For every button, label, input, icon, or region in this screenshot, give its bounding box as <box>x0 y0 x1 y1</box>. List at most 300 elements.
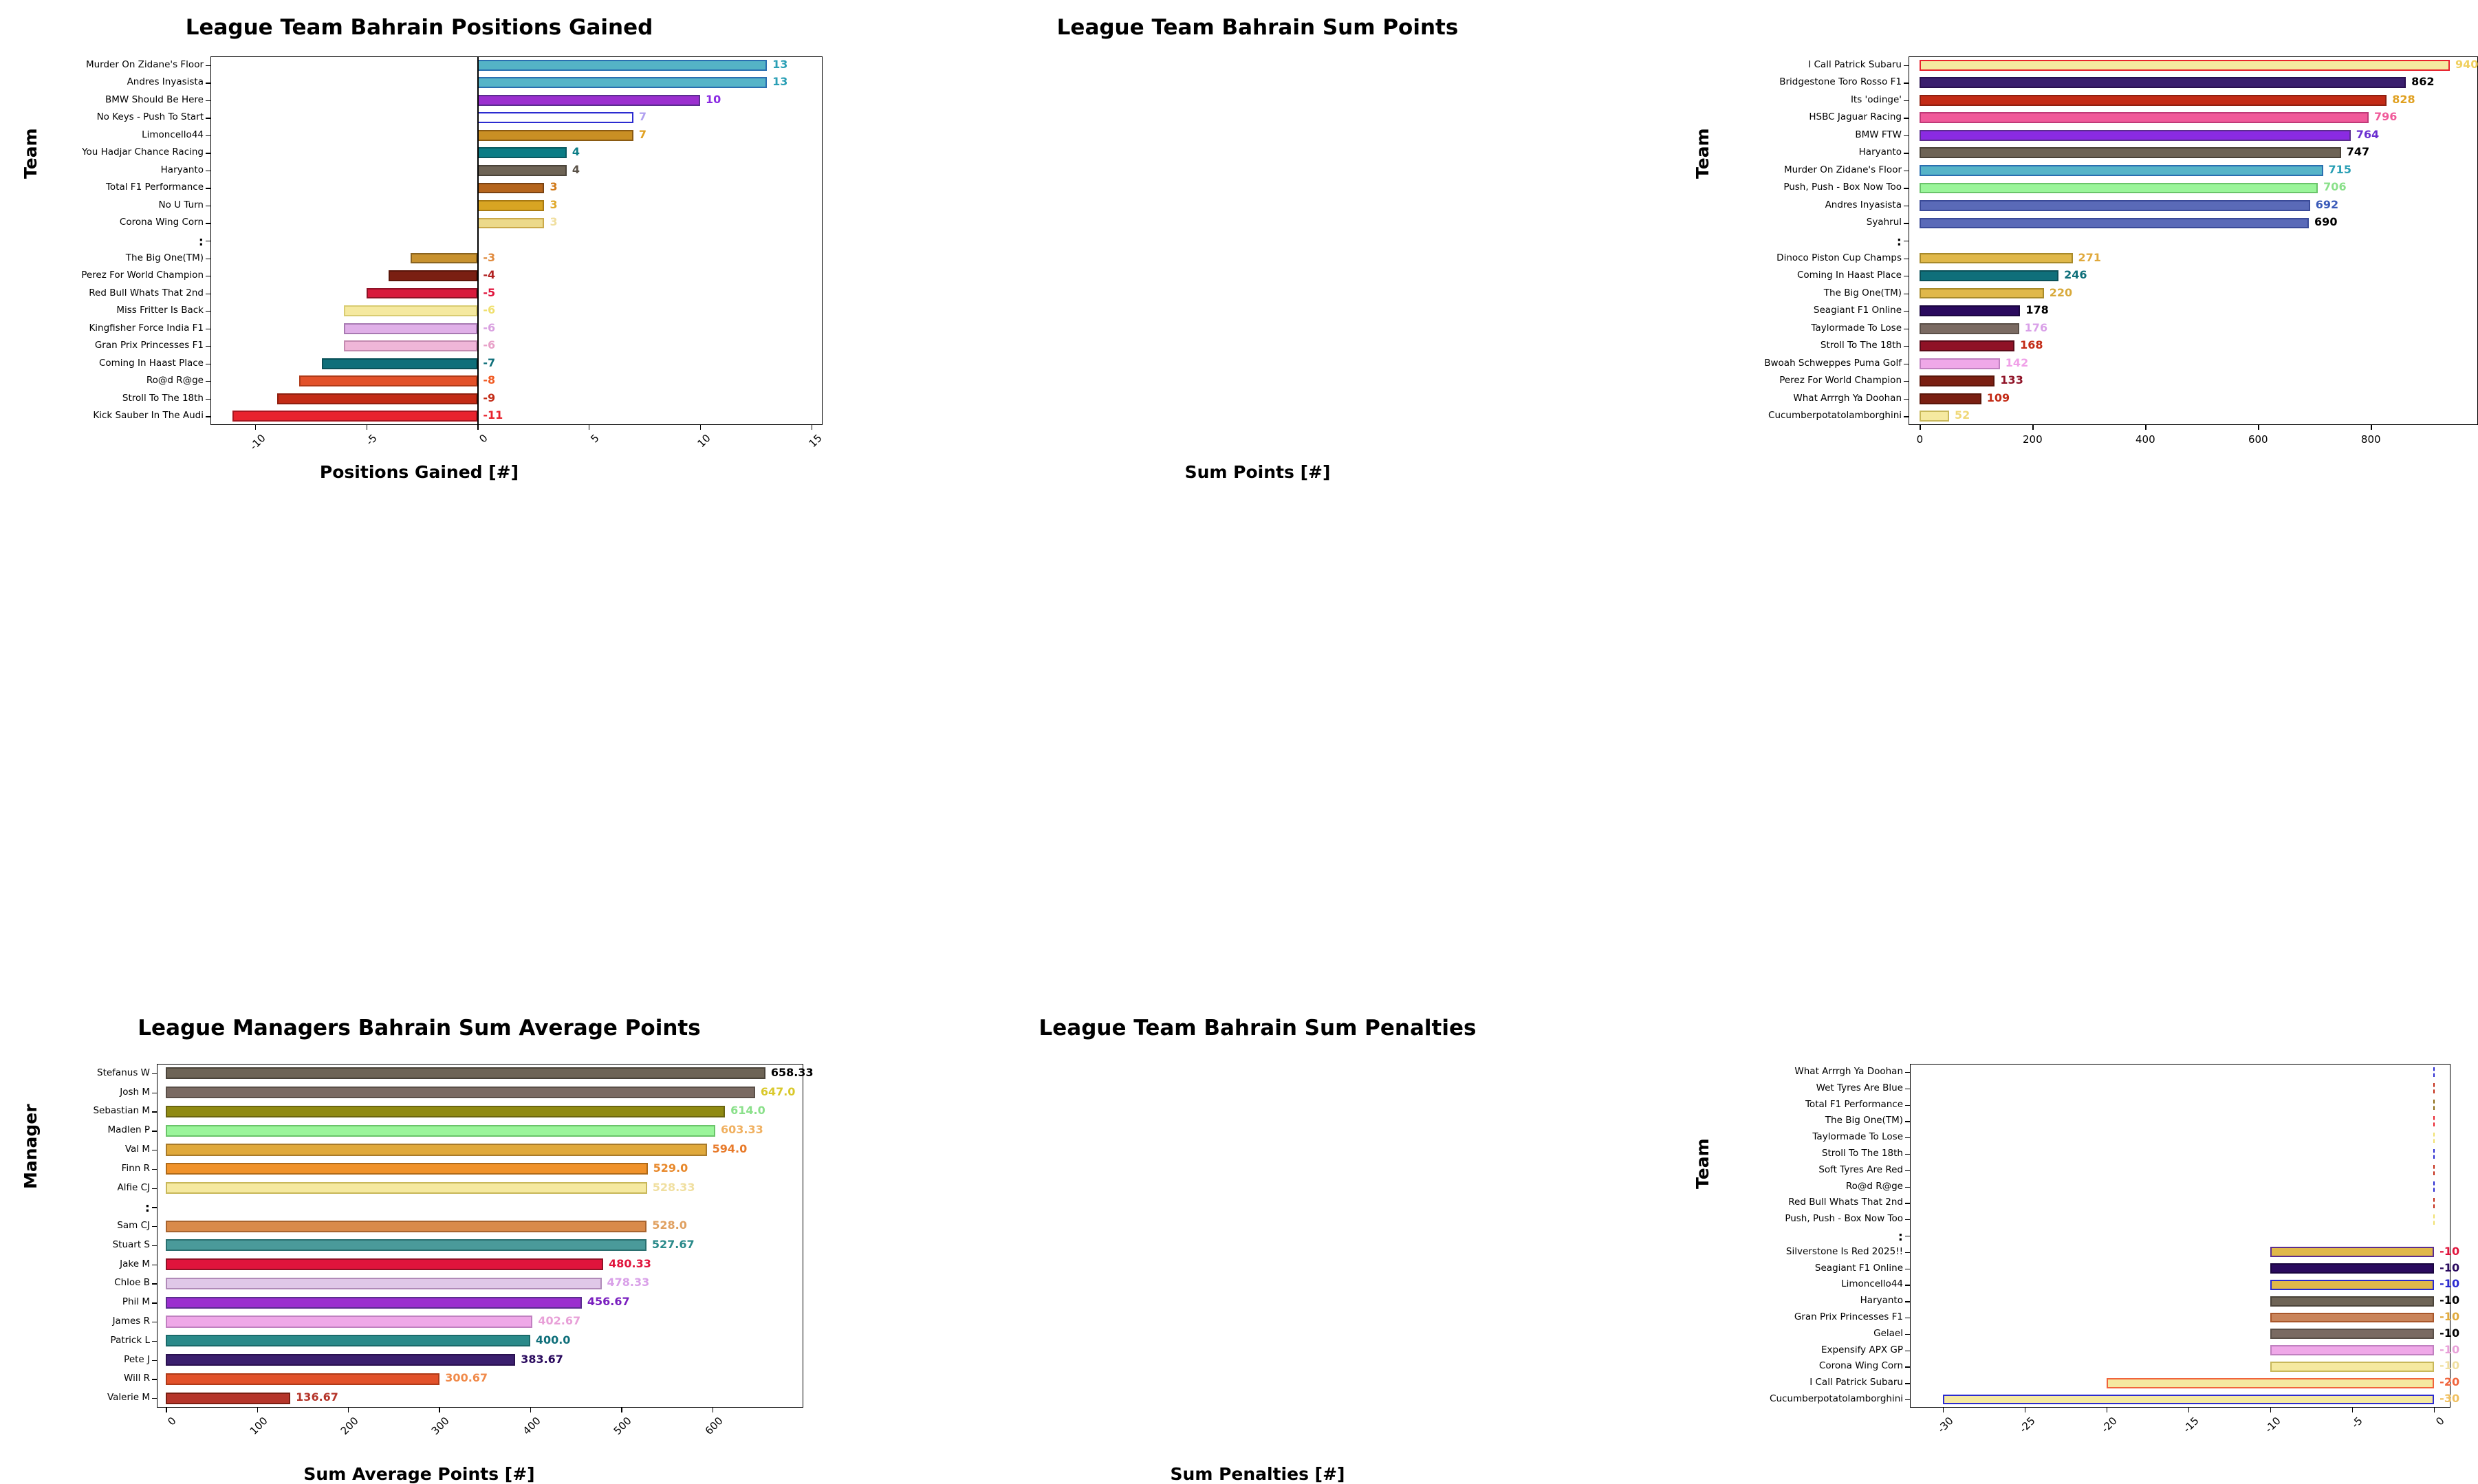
bar-value-label: 7 <box>638 110 647 124</box>
y-tick-mark <box>1905 1252 1910 1253</box>
y-tick-mark <box>152 1283 157 1284</box>
x-tick-label: -15 <box>2180 1415 2202 1436</box>
y-tick-label: The Big One(TM) <box>125 252 204 263</box>
y-tick-label: Soft Tyres Are Red <box>1818 1164 1903 1175</box>
x-tick-mark <box>2270 1408 2271 1412</box>
bar <box>322 358 478 369</box>
y-tick-label: : <box>1896 234 1902 249</box>
y-tick-label: Valerie M <box>107 1392 150 1404</box>
y-tick-label: Murder On Zidane's Floor <box>1783 164 1902 175</box>
y-tick-label: Seagiant F1 Online <box>1814 1262 1903 1274</box>
y-tick-mark <box>1905 1121 1910 1122</box>
y-tick-label: : <box>144 1201 150 1216</box>
bar <box>2433 1214 2435 1225</box>
bar <box>1920 393 1981 404</box>
y-tick-mark <box>1904 346 1909 347</box>
bar-value-label: 658.33 <box>770 1065 814 1079</box>
y-tick-label: Bwoah Schweppes Puma Golf <box>1764 357 1902 369</box>
y-tick-mark <box>1904 135 1909 136</box>
bar <box>2270 1345 2434 1355</box>
y-tick-label: Josh M <box>120 1086 150 1098</box>
y-tick-mark <box>1904 399 1909 400</box>
y-tick-mark <box>1904 311 1909 312</box>
bar-value-label: 3 <box>550 180 558 194</box>
bar-value-label: 4 <box>572 145 580 159</box>
x-tick-label: -25 <box>2017 1415 2038 1436</box>
bar-value-label: 168 <box>2020 338 2043 352</box>
bar <box>232 411 477 422</box>
y-tick-label: Seagiant F1 Online <box>1813 305 1902 316</box>
bar-value-label: 527.67 <box>651 1237 695 1251</box>
y-tick-mark <box>206 135 210 136</box>
bar-value-label: -10 <box>2439 1310 2460 1324</box>
bar <box>1920 77 2406 88</box>
y-tick-mark <box>152 1111 157 1112</box>
y-tick-label: HSBC Jaguar Racing <box>1809 111 1902 123</box>
bar-value-label: 614.0 <box>730 1104 765 1117</box>
y-tick-mark <box>1905 1137 1910 1138</box>
bar-value-label: -7 <box>483 356 496 369</box>
y-tick-mark <box>1904 65 1909 66</box>
y-tick-label: James R <box>112 1316 150 1327</box>
y-tick-label: Bridgestone Toro Rosso F1 <box>1779 76 1902 88</box>
y-tick-label: Gelael <box>1873 1327 1903 1339</box>
y-tick-mark <box>152 1245 157 1246</box>
bar <box>166 1106 725 1117</box>
x-tick-mark <box>1943 1408 1944 1412</box>
y-tick-label: Gran Prix Princesses F1 <box>1794 1311 1903 1323</box>
y-tick-label: Sebastian M <box>93 1105 150 1117</box>
y-tick-label: Taylormade To Lose <box>1812 1131 1903 1143</box>
x-tick-mark <box>2145 425 2146 430</box>
bar-value-label: 478.33 <box>607 1276 650 1289</box>
x-tick-mark <box>348 1408 349 1412</box>
x-tick-label: 0 <box>1916 433 1924 446</box>
bar <box>2270 1296 2434 1307</box>
bar-value-label: 142 <box>2005 356 2029 369</box>
y-tick-label: Murder On Zidane's Floor <box>85 58 204 70</box>
bar <box>166 1221 646 1232</box>
bar-value-label: 176 <box>2024 320 2048 334</box>
x-tick-label: 0 <box>165 1415 179 1428</box>
y-tick-mark <box>1904 381 1909 382</box>
bar-value-label: -11 <box>483 408 503 422</box>
bar-value-label: 402.67 <box>538 1314 581 1327</box>
bar <box>477 183 544 194</box>
y-tick-mark <box>1905 1383 1910 1384</box>
bar <box>2270 1247 2434 1257</box>
y-tick-label: BMW Should Be Here <box>105 94 204 105</box>
y-tick-label: I Call Patrick Subaru <box>1809 1377 1903 1388</box>
bar <box>1920 375 1995 386</box>
bar-value-label: 603.33 <box>721 1123 763 1137</box>
bar-value-label: -6 <box>483 320 496 334</box>
bar-value-label: 862 <box>2411 75 2435 89</box>
bar <box>477 130 633 141</box>
bar-value-label: -10 <box>2439 1244 2460 1258</box>
y-tick-label: Coming In Haast Place <box>1796 270 1902 281</box>
bar-value-label: -8 <box>483 373 496 387</box>
bar-value-label: 400.0 <box>535 1333 571 1346</box>
bar <box>477 165 566 176</box>
x-tick-label: -20 <box>2098 1415 2120 1436</box>
bar-value-label: 7 <box>638 127 647 141</box>
y-tick-label: Pete J <box>124 1353 150 1365</box>
bar-value-label: 764 <box>2356 127 2380 141</box>
y-tick-mark <box>152 1207 157 1208</box>
y-tick-label: : <box>198 234 204 249</box>
y-tick-label: Cucumberpotatolamborghini <box>1768 410 1902 422</box>
x-tick-mark <box>2434 1408 2435 1412</box>
x-axis-label: Sum Average Points [#] <box>303 1464 535 1484</box>
bar-value-label: -4 <box>483 268 496 282</box>
bar-value-label: 828 <box>2392 92 2415 106</box>
bar-value-label: 300.67 <box>445 1371 488 1385</box>
bar <box>2433 1100 2435 1110</box>
bar-value-label: 940 <box>2455 57 2478 71</box>
x-axis-label: Sum Points [#] <box>1184 462 1331 482</box>
y-tick-mark <box>1905 1399 1910 1400</box>
bar-value-label: 480.33 <box>609 1256 651 1270</box>
bar-value-label: -10 <box>2439 1294 2460 1307</box>
y-tick-label: : <box>1898 1230 1903 1244</box>
y-tick-mark <box>1904 416 1909 417</box>
bar <box>2270 1280 2434 1290</box>
bar-value-label: -10 <box>2439 1359 2460 1373</box>
bar <box>166 1335 530 1346</box>
y-tick-label: Haryanto <box>160 164 204 175</box>
bar <box>166 1182 646 1194</box>
y-tick-label: Ro@d R@ge <box>146 375 204 386</box>
bar <box>1920 411 1949 422</box>
x-tick-label: 10 <box>695 432 713 450</box>
y-tick-label: Taylormade To Lose <box>1811 322 1902 334</box>
y-tick-label: What Arrrgh Ya Doohan <box>1794 1065 1903 1077</box>
bar <box>1920 165 2323 176</box>
x-tick-mark <box>621 1408 622 1412</box>
bar-value-label: 133 <box>2000 373 2023 387</box>
bar-value-label: -6 <box>483 338 496 352</box>
y-tick-mark <box>206 416 210 417</box>
bar <box>2433 1133 2435 1143</box>
bar <box>2107 1378 2434 1388</box>
bar-value-label: 136.67 <box>296 1390 338 1404</box>
bar <box>1920 340 2014 351</box>
x-tick-label: 0 <box>2433 1415 2447 1428</box>
bar <box>477 112 633 123</box>
bar-value-label: 10 <box>706 92 721 106</box>
panel-sum-points <box>838 0 2478 501</box>
y-tick-label: No U Turn <box>158 199 204 210</box>
bar-value-label: -10 <box>2439 1326 2460 1340</box>
y-tick-label: Syahrul <box>1866 217 1902 228</box>
y-tick-label: Stroll To The 18th <box>122 392 204 404</box>
y-tick-label: Corona Wing Corn <box>1818 1360 1903 1372</box>
y-tick-mark <box>152 1360 157 1361</box>
bar <box>1920 147 2340 158</box>
y-axis-label: Team <box>1693 128 1713 179</box>
y-tick-label: Stroll To The 18th <box>1821 1147 1903 1159</box>
y-tick-label: Cucumberpotatolamborghini <box>1770 1393 1903 1405</box>
plot-area <box>210 56 823 425</box>
y-axis-label: Team <box>21 128 41 179</box>
y-tick-label: Gran Prix Princesses F1 <box>94 340 204 351</box>
bar-value-label: 456.67 <box>587 1295 630 1309</box>
bar-value-label: -20 <box>2439 1375 2460 1389</box>
bar-value-label: -30 <box>2439 1392 2460 1406</box>
panel-sum-average-points <box>0 501 838 1484</box>
bar <box>1920 305 2020 316</box>
y-tick-mark <box>152 1073 157 1074</box>
bar <box>2270 1362 2434 1372</box>
panel-sum-penalties <box>838 501 2460 1484</box>
y-tick-label: Expensify APX GP <box>1821 1344 1903 1355</box>
bar <box>367 288 478 299</box>
bar <box>1920 112 2369 123</box>
y-tick-label: Finn R <box>121 1162 150 1174</box>
y-tick-label: Total F1 Performance <box>1805 1098 1903 1110</box>
bar <box>166 1393 290 1404</box>
bar-value-label: 647.0 <box>760 1084 796 1098</box>
bar-value-label: 715 <box>2328 162 2351 176</box>
bar <box>389 270 477 281</box>
bar <box>1943 1395 2435 1405</box>
bar <box>1920 130 2350 141</box>
y-tick-label: Miss Fritter Is Back <box>116 305 204 316</box>
bar <box>1920 95 2387 106</box>
bar-value-label: 3 <box>550 197 558 211</box>
x-tick-label: -10 <box>2262 1415 2283 1436</box>
bar-value-label: 594.0 <box>712 1142 748 1155</box>
bar <box>166 1067 765 1079</box>
bar <box>344 340 477 351</box>
bar <box>2270 1313 2434 1323</box>
bar <box>1920 200 2309 211</box>
panel-positions-gained <box>0 0 838 501</box>
bar-value-label: 690 <box>2314 215 2338 229</box>
y-tick-label: Chloe B <box>114 1277 150 1289</box>
y-tick-label: Red Bull Whats That 2nd <box>1788 1197 1903 1208</box>
bar-value-label: 271 <box>2078 250 2101 264</box>
y-tick-label: I Call Patrick Subaru <box>1808 58 1902 70</box>
bar <box>166 1144 706 1155</box>
y-tick-label: Patrick L <box>110 1334 150 1346</box>
y-tick-label: Perez For World Champion <box>1779 375 1902 386</box>
y-tick-mark <box>206 100 210 101</box>
bar-value-label: 13 <box>772 57 788 71</box>
y-tick-label: Red Bull Whats That 2nd <box>89 287 204 298</box>
y-tick-label: You Hadjar Chance Racing <box>82 146 204 158</box>
x-tick-label: 400 <box>520 1415 543 1437</box>
bar <box>344 323 477 334</box>
y-tick-mark <box>206 346 210 347</box>
bar-value-label: 4 <box>572 162 580 176</box>
x-tick-mark <box>255 425 256 430</box>
bar-value-label: 706 <box>2323 180 2347 194</box>
y-tick-label: Silverstone Is Red 2025!! <box>1785 1245 1903 1257</box>
y-tick-label: Limoncello44 <box>142 129 204 140</box>
x-tick-mark <box>2352 1408 2353 1412</box>
bar <box>477 77 767 88</box>
y-tick-mark <box>152 1226 157 1227</box>
bar <box>1920 183 2318 194</box>
y-tick-mark <box>1904 100 1909 101</box>
bar <box>2433 1149 2435 1159</box>
bar <box>166 1373 439 1385</box>
bar <box>344 305 477 316</box>
y-tick-label: Alfie CJ <box>117 1181 150 1193</box>
y-tick-mark <box>1905 1154 1910 1155</box>
y-tick-label: Will R <box>124 1373 150 1384</box>
bar-value-label: 383.67 <box>521 1352 563 1366</box>
y-tick-label: Coming In Haast Place <box>98 357 204 369</box>
x-tick-mark <box>2188 1408 2189 1412</box>
bar <box>166 1125 715 1137</box>
bar-value-label: -5 <box>483 285 496 299</box>
bar-value-label: -10 <box>2439 1342 2460 1356</box>
bar-value-label: -6 <box>483 303 496 317</box>
x-tick-label: -5 <box>2349 1415 2365 1431</box>
bar <box>2433 1067 2435 1078</box>
bar-value-label: 109 <box>1986 391 2010 404</box>
y-tick-label: Kingfisher Force India F1 <box>89 322 204 334</box>
bar <box>1920 60 2450 71</box>
y-tick-label: Perez For World Champion <box>81 270 204 281</box>
x-tick-label: 15 <box>806 432 825 450</box>
panel-title: League Team Bahrain Positions Gained <box>185 15 653 40</box>
bar <box>1920 270 2058 281</box>
y-tick-label: Madlen P <box>107 1124 150 1136</box>
x-tick-label: 200 <box>338 1415 361 1437</box>
x-axis-label: Sum Penalties [#] <box>1170 1464 1345 1484</box>
bar <box>166 1316 532 1327</box>
bar-value-label: 52 <box>1955 408 1970 422</box>
bar-value-label: 3 <box>550 215 558 229</box>
x-tick-label: 300 <box>429 1415 453 1437</box>
x-tick-mark <box>530 1408 531 1412</box>
bar-value-label: 747 <box>2346 145 2370 159</box>
y-tick-mark <box>206 399 210 400</box>
bar <box>2433 1165 2435 1175</box>
y-tick-mark <box>206 65 210 66</box>
bar-value-label: -10 <box>2439 1261 2460 1274</box>
y-tick-label: Jake M <box>120 1258 150 1269</box>
y-tick-label: Kick Sauber In The Audi <box>93 410 204 422</box>
y-tick-label: Dinoco Piston Cup Champs <box>1776 252 1902 263</box>
bar-value-label: -10 <box>2439 1277 2460 1291</box>
y-tick-mark <box>152 1188 157 1189</box>
x-tick-label: 600 <box>2248 433 2268 446</box>
bar-value-label: 220 <box>2049 285 2073 299</box>
x-tick-mark <box>477 425 478 430</box>
x-tick-label: 400 <box>2135 433 2155 446</box>
bar <box>2433 1181 2435 1192</box>
bar-value-label: 528.0 <box>652 1219 687 1232</box>
bar <box>1920 323 2019 334</box>
bar-value-label: 13 <box>772 75 788 89</box>
bar <box>477 218 544 229</box>
y-tick-label: Corona Wing Corn <box>119 217 204 228</box>
y-tick-label: Limoncello44 <box>1841 1278 1903 1290</box>
plot-area <box>1910 1064 2450 1408</box>
y-tick-label: No Keys - Push To Start <box>96 111 204 123</box>
x-tick-label: 0 <box>477 432 491 446</box>
panel-title: League Managers Bahrain Sum Average Points <box>138 1016 701 1040</box>
y-tick-mark <box>1905 1187 1910 1188</box>
x-axis-label: Positions Gained [#] <box>319 462 519 482</box>
bar <box>411 253 477 264</box>
y-tick-mark <box>1905 1105 1910 1106</box>
bar-value-label: -3 <box>483 250 496 264</box>
y-tick-label: BMW FTW <box>1855 129 1902 140</box>
bar-value-label: 246 <box>2064 268 2087 282</box>
panel-title: League Team Bahrain Sum Penalties <box>1039 1016 1477 1040</box>
x-tick-label: -30 <box>1935 1415 1956 1436</box>
bar <box>166 1297 582 1309</box>
bar <box>477 60 767 71</box>
y-tick-label: The Big One(TM) <box>1825 1115 1903 1126</box>
x-tick-label: 600 <box>702 1415 726 1437</box>
bar <box>1920 253 2072 264</box>
x-tick-mark <box>2258 425 2259 430</box>
x-tick-label: 200 <box>2023 433 2043 446</box>
y-tick-mark <box>152 1341 157 1342</box>
y-tick-label: Val M <box>124 1144 150 1155</box>
y-tick-mark <box>1905 1301 1910 1302</box>
y-tick-label: What Arrrgh Ya Doohan <box>1793 392 1902 404</box>
bar <box>2433 1198 2435 1208</box>
bar <box>477 147 566 158</box>
x-tick-label: 5 <box>588 432 602 446</box>
y-tick-label: Andres Inyasista <box>1825 199 1902 210</box>
y-tick-label: Wet Tyres Are Blue <box>1816 1082 1903 1093</box>
bar <box>299 375 477 386</box>
y-tick-mark <box>152 1398 157 1399</box>
bar-value-label: 178 <box>2025 303 2049 317</box>
y-tick-mark <box>1905 1219 1910 1220</box>
bar <box>1920 358 1999 369</box>
bar <box>2270 1263 2434 1274</box>
y-tick-label: Phil M <box>122 1296 150 1308</box>
bar <box>277 393 477 404</box>
y-axis-label: Manager <box>21 1104 41 1189</box>
x-tick-mark <box>700 425 701 430</box>
bar <box>1920 288 2043 299</box>
x-tick-mark <box>257 1408 258 1412</box>
y-tick-label: Push, Push - Box Now Too <box>1785 1213 1903 1225</box>
zero-line <box>477 56 478 425</box>
y-tick-label: Andres Inyasista <box>127 76 204 88</box>
y-tick-mark <box>206 381 210 382</box>
y-tick-mark <box>1905 1334 1910 1335</box>
bar-value-label: 692 <box>2315 197 2339 211</box>
y-tick-mark <box>152 1302 157 1303</box>
bar <box>166 1354 515 1366</box>
bar <box>2433 1116 2435 1126</box>
y-tick-label: Haryanto <box>1858 146 1902 158</box>
x-tick-label: -10 <box>247 432 268 453</box>
y-tick-label: Haryanto <box>1860 1295 1903 1307</box>
y-axis-label: Team <box>1693 1138 1713 1189</box>
y-tick-mark <box>152 1169 157 1170</box>
bar-value-label: 796 <box>2373 110 2398 124</box>
bar <box>166 1239 646 1251</box>
y-tick-label: Sam CJ <box>117 1220 150 1232</box>
y-tick-mark <box>1905 1072 1910 1073</box>
x-tick-label: 800 <box>2360 433 2381 446</box>
panel-title: League Team Bahrain Sum Points <box>1056 15 1459 40</box>
bar <box>166 1278 601 1289</box>
